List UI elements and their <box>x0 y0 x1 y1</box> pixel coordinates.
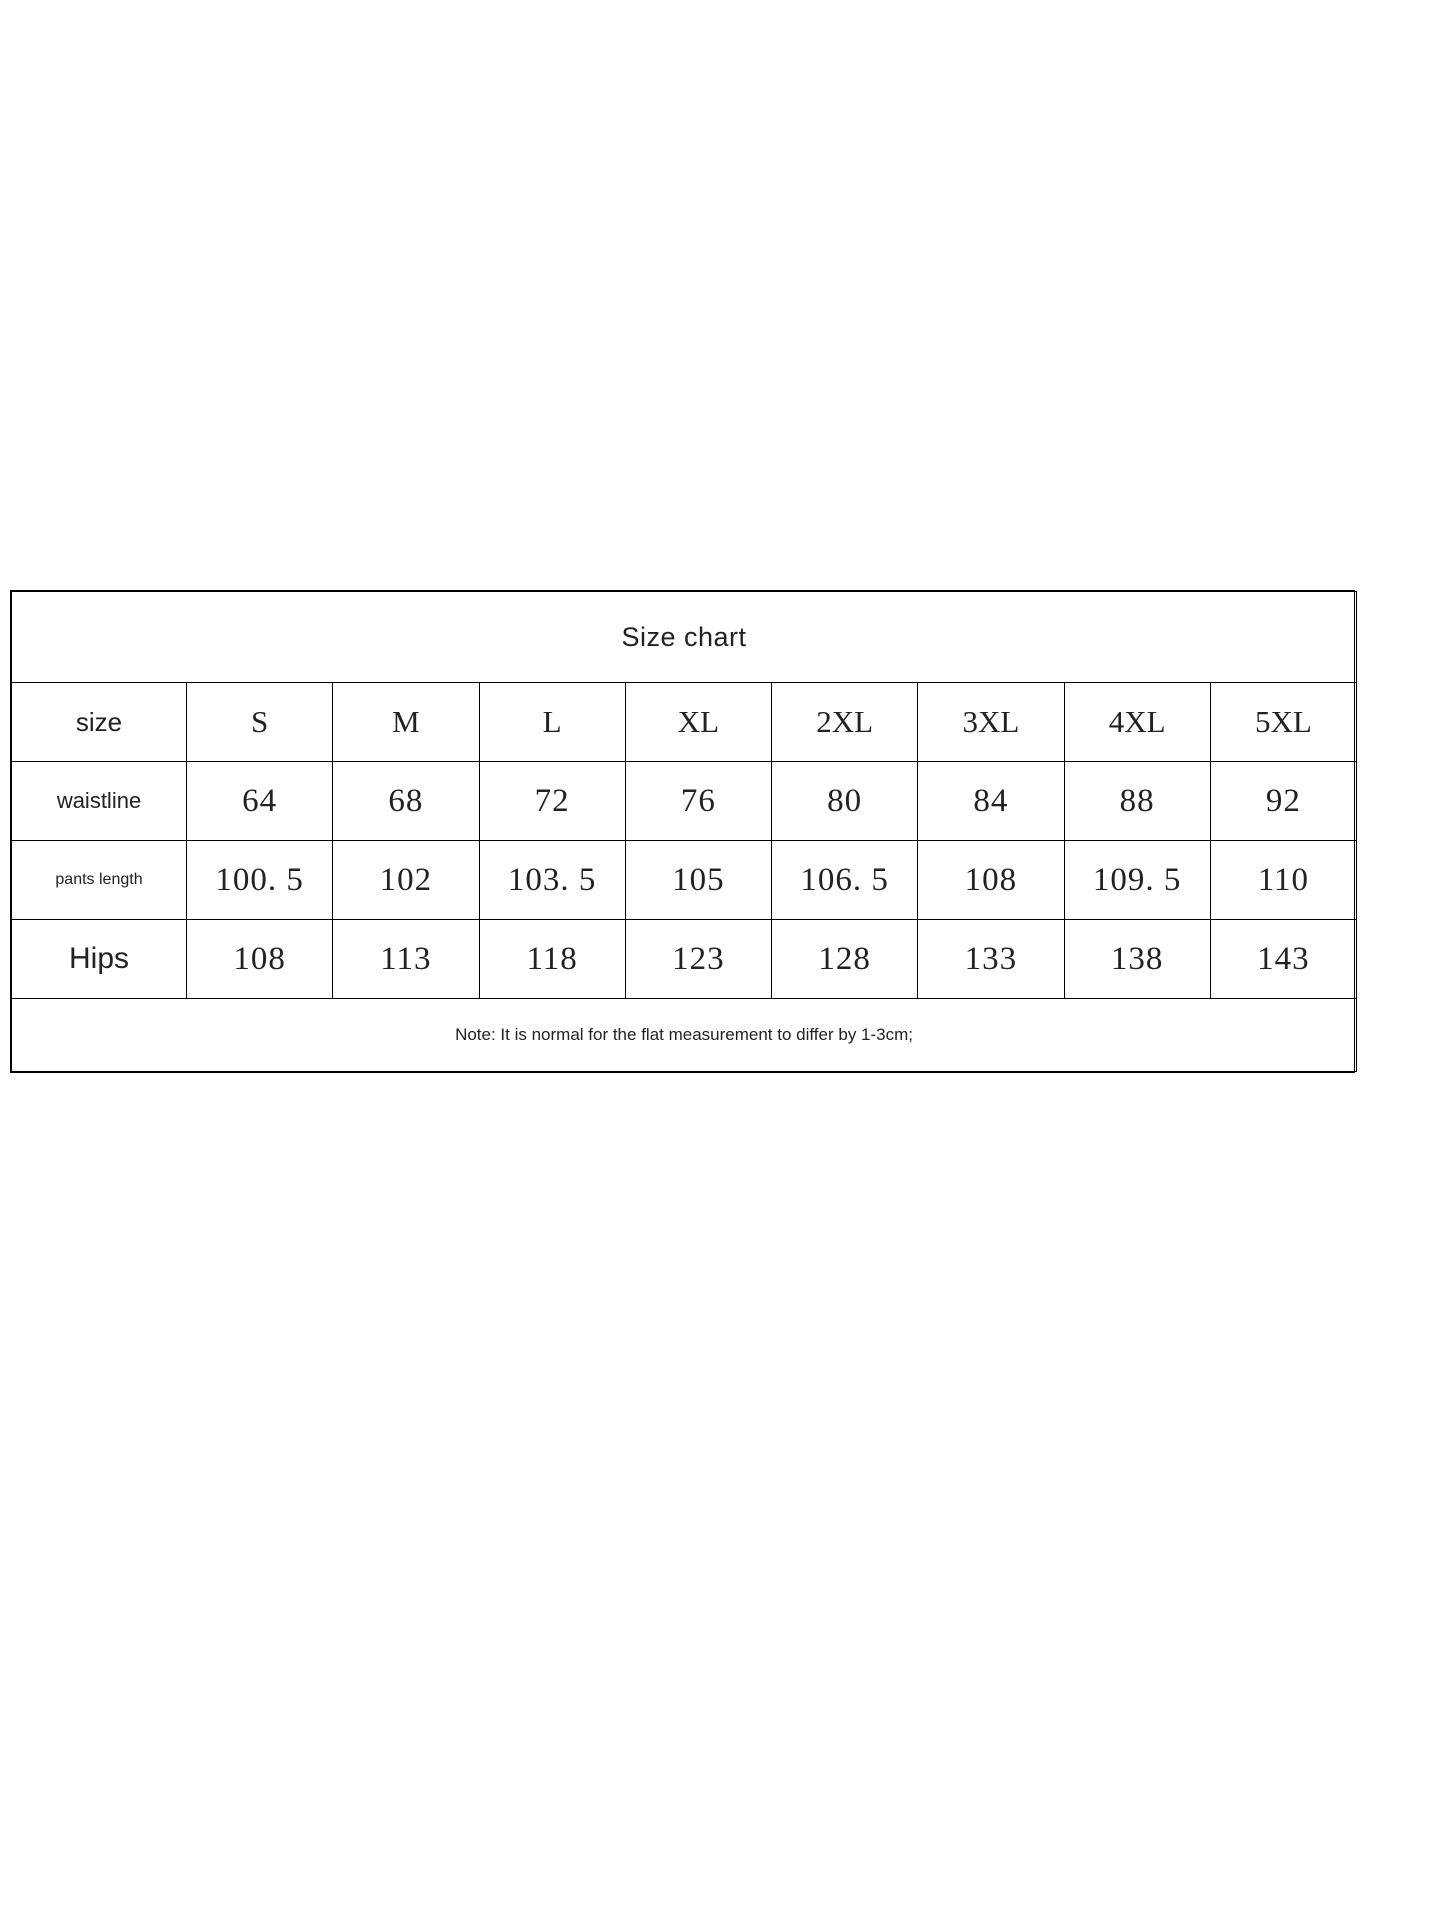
cell-waistline-xl: 76 <box>625 762 771 841</box>
cell-pants-length-4xl: 109. 5 <box>1064 841 1210 920</box>
table-header-row <box>12 683 1357 762</box>
table-title-row <box>12 592 1357 683</box>
column-header-2xl: 2XL <box>772 683 918 762</box>
column-header-5xl: 5XL <box>1210 683 1356 762</box>
cell-waistline-5xl: 92 <box>1210 762 1356 841</box>
cell-pants-length-2xl: 106. 5 <box>772 841 918 920</box>
row-label-hips: Hips <box>12 920 187 999</box>
cell-waistline-s: 64 <box>187 762 333 841</box>
table-note-row <box>12 999 1357 1072</box>
cell-hips-4xl: 138 <box>1064 920 1210 999</box>
cell-hips-xl: 123 <box>625 920 771 999</box>
cell-pants-length-5xl: 110 <box>1210 841 1356 920</box>
row-label-waistline: waistline <box>12 762 187 841</box>
measurement-note: Note: It is normal for the flat measurement to differ by 1-3cm; <box>12 999 1357 1072</box>
cell-waistline-3xl: 84 <box>918 762 1064 841</box>
cell-pants-length-l: 103. 5 <box>479 841 625 920</box>
table-row <box>12 841 1357 920</box>
cell-hips-3xl: 133 <box>918 920 1064 999</box>
cell-waistline-2xl: 80 <box>772 762 918 841</box>
table-row <box>12 920 1357 999</box>
cell-waistline-l: 72 <box>479 762 625 841</box>
cell-hips-2xl: 128 <box>772 920 918 999</box>
cell-pants-length-s: 100. 5 <box>187 841 333 920</box>
cell-pants-length-3xl: 108 <box>918 841 1064 920</box>
column-header-m: M <box>333 683 479 762</box>
size-chart-container <box>10 590 1355 1073</box>
column-header-s: S <box>187 683 333 762</box>
header-size-label: size <box>12 683 187 762</box>
column-header-l: L <box>479 683 625 762</box>
cell-pants-length-m: 102 <box>333 841 479 920</box>
cell-hips-l: 118 <box>479 920 625 999</box>
cell-hips-s: 108 <box>187 920 333 999</box>
cell-pants-length-xl: 105 <box>625 841 771 920</box>
size-chart-title: Size chart <box>12 592 1357 683</box>
column-header-4xl: 4XL <box>1064 683 1210 762</box>
size-chart-table <box>11 591 1357 1072</box>
cell-waistline-4xl: 88 <box>1064 762 1210 841</box>
cell-hips-m: 113 <box>333 920 479 999</box>
cell-hips-5xl: 143 <box>1210 920 1356 999</box>
column-header-xl: XL <box>625 683 771 762</box>
column-header-3xl: 3XL <box>918 683 1064 762</box>
row-label-pants-length: pants length <box>12 841 187 920</box>
table-row <box>12 762 1357 841</box>
cell-waistline-m: 68 <box>333 762 479 841</box>
